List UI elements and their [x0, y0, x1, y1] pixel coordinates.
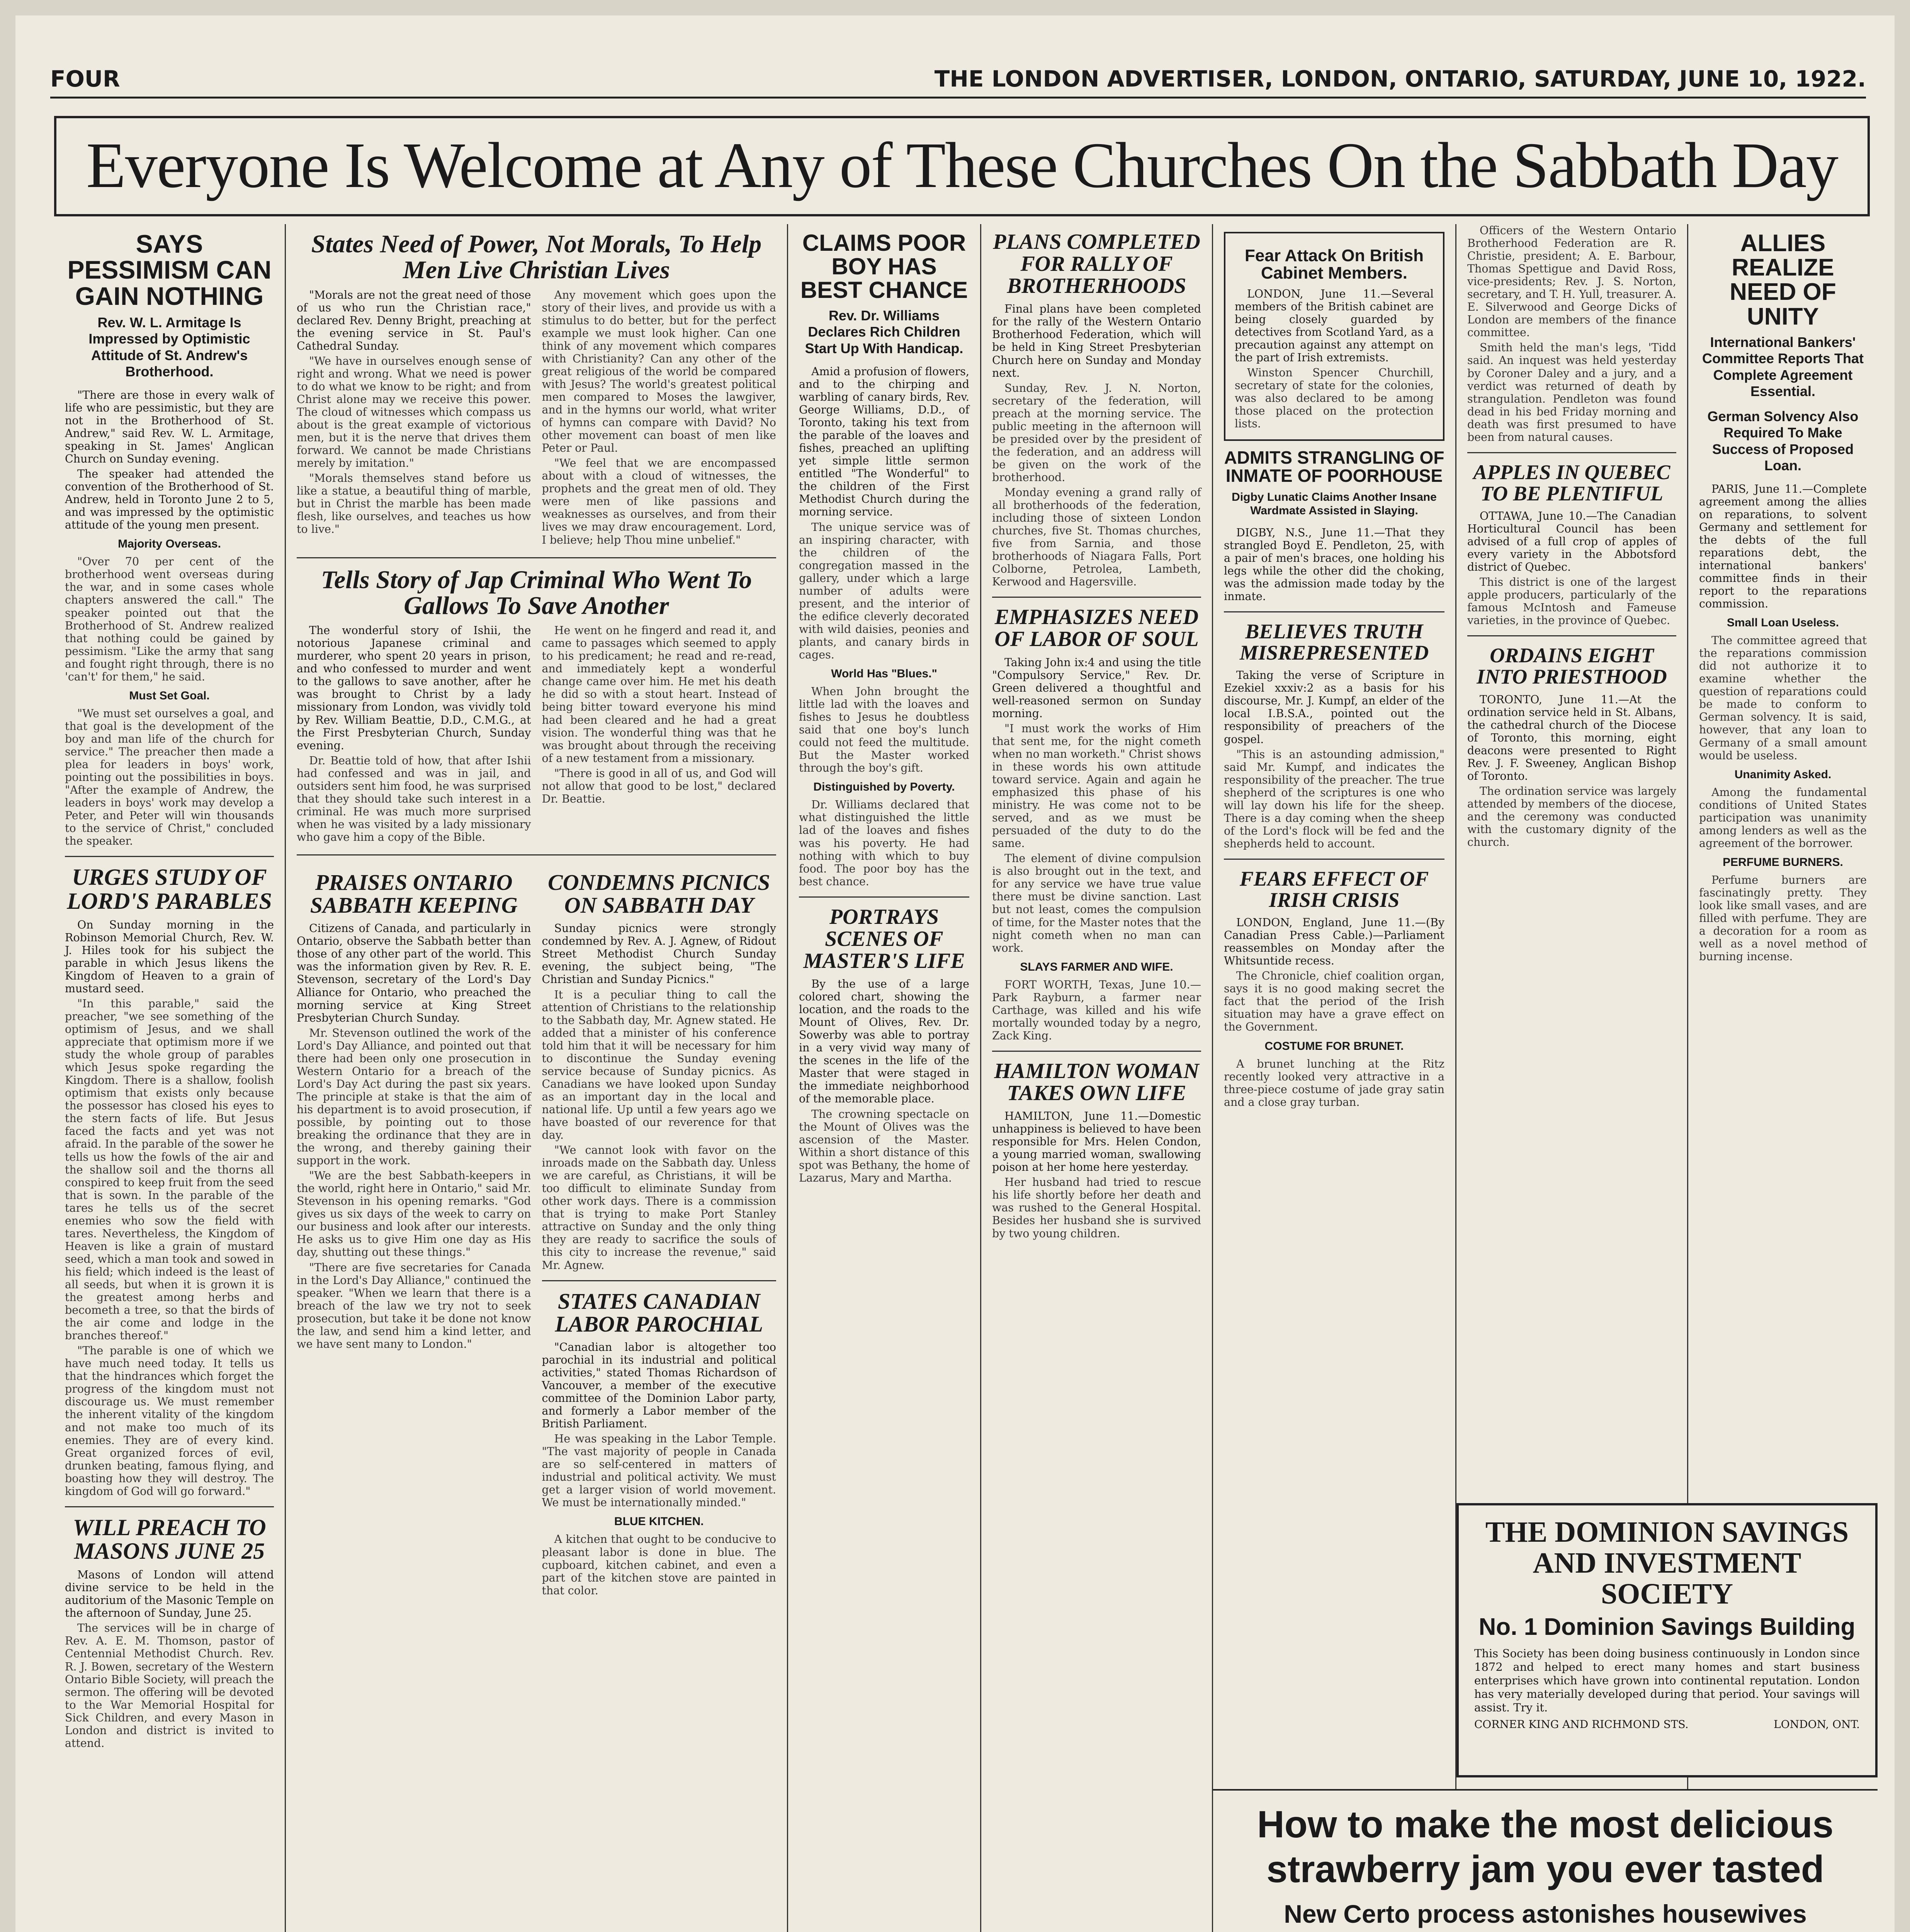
article-text-filler: Smith held the man's legs, 'Tidd said. An inquest was held yesterday by Coroner Daley and a jury, and a verdict was returned of death by strangulation. Pendleton was found dead in his bed Friday morning and death was first presumed to have been from natural causes. — [1467, 341, 1676, 444]
divider — [542, 1280, 777, 1281]
headline-poorhouse: ADMITS STRANGLING OF INMATE OF POORHOUSE — [1224, 447, 1444, 486]
headline-truth: BELIEVES TRUTH MISREPRESENTED — [1239, 620, 1429, 665]
article-text: Masons of London will attend divine service to be held in the auditorium of the Masonic Temple on the afternoon of Sunday, June 25. — [65, 1568, 274, 1620]
page-number: FOUR — [50, 66, 120, 92]
article-text: Final plans have been completed for the rally of the Western Ontario Brotherhood Federation, which will be held in King Street Presbyterian Church here on Sunday and Monday next. — [992, 303, 1201, 379]
ad-headline-2: strawberry jam you ever tasted — [1266, 1847, 1824, 1890]
subhead: SLAYS FARMER AND WIFE. — [1020, 960, 1173, 973]
article-text-filler: "We feel that we are encompassed about with a cloud of witnesses, the prophets and the great men of old. They were men of like passions and weaknesses as ourselves, and from their lives we may draw encouragement. Lord, I believe; help Thou mine unbelief." — [542, 457, 776, 546]
article-text: Taking John ix:4 and using the title "Compulsory Service," Rev. Dr. Green delivered a thoughtful and well-reasoned sermon on Sunday morning. — [992, 656, 1201, 720]
subhead: Majority Overseas. — [118, 537, 221, 551]
article-text: LONDON, England, June 11.—(By Canadian Press Cable.)—Parliament reassembles on Monday after the Whitsuntide recess. — [1224, 916, 1444, 968]
headline-apples: APPLES IN QUEBEC TO BE PLENTIFUL — [1473, 460, 1670, 505]
article-text-filler: The services will be in charge of Rev. A. E. M. Thomson, pastor of Centennial Methodist Church. Rev. R. J. Bowen, secretary of the Western Ontario Bible Society, will preach the sermon. The offering will be devoted to the War Memorial Hospital for Sick Children, and every Mason in London and district is invited to attend. — [65, 1622, 274, 1750]
article-text-filler: It is a peculiar thing to call the attention of Christians to the relationship to the Sabbath day, Mr. Agnew stated. He added that a minister of his conference told him that it will be necessary for him to discontinue the Sunday evening service because of Sunday picnics. As Canadians we have looked upon Sunday as an important day in the local and national life. Up until a few years ago we have boasted of our reverence for that day. — [542, 988, 776, 1142]
article-text: PARIS, June 11.—Complete agreement among the allies on reparations, to solvent Germany and settlement for the debts of the full reparations debt, the international bankers' committee finds in their report to the reparations commission. — [1699, 482, 1867, 611]
article-text: Sunday picnics were strongly condemned by Rev. A. J. Agnew, of Ridout Street Methodist Church Sunday evening, the subject being, "The Christian and Sunday Picnics." — [542, 922, 776, 986]
article-text: "There are those in every walk of life who are pessimistic, but they are not in the Brotherhood of St. Andrew," said Rev. W. L. Armitage, speaking in St. James' Anglican Church on Sunday evening. — [65, 388, 274, 466]
article-text-filler: "This is an astounding admission," said Mr. Kumpf, and indicates the responsibility of the preacher. The true shepherd of the scriptures is one who will lay down his life for the sheep. There is a day coming when the sheep of the Lord's flock will be fed and the shepherds held to account. — [1224, 748, 1444, 850]
divider — [992, 597, 1201, 598]
column-5 — [1213, 224, 1456, 1932]
article-text-filler: The unique service was of an inspiring character, with the children of the congregation massed in the gallery, under which a large number of adults were present, and the interior of the edifice cleverly decorated with wild daisies, peonies and plants, and canary birds in cages. — [799, 520, 969, 661]
headline-power-not-morals: States Need of Power, Not Morals, To Help Men Live Christian Lives — [311, 230, 762, 284]
deck-pessimism: Rev. W. L. Armitage Is Impressed by Optimistic Attitude of St. Andrew's Brotherhood. — [88, 314, 250, 380]
headline-brotherhoods: PLANS COMPLETED FOR RALLY OF BROTHERHOODS — [993, 230, 1200, 298]
article-text: HAMILTON, June 11.—Domestic unhappiness is believed to have been responsible for Mrs. Helen Condon, a young married woman, swallowing poison at her home here yesterday. — [992, 1110, 1201, 1174]
headline-masons: WILL PREACH TO MASONS JUNE 25 — [73, 1514, 266, 1564]
divider — [1224, 611, 1444, 612]
article-text: DIGBY, N.S., June 11.—That they strangled Boyd E. Pendleton, 25, with a pair of men's braces, one holding his legs while the other did the choking, was the admission made today by the inmate. — [1224, 526, 1444, 603]
article-text: On Sunday morning in the Robinson Memorial Church, Rev. W. J. Hiles took for his subject the parable in which Jesus likens the Kingdom of Heaven to a grain of mustard seed. — [65, 918, 274, 995]
article-text-filler: "The parable is one of which we have much need today. It tells us that the hindrances which forget the progress of the kingdom must not discourage us. We must remember the inherent vitality of the kingdom and not make too much of its enemies. They are of every kind. Great organized forces of evil, drunken beating, famous flying, and boasting how they will destroy. The kingdom of God will go forward." — [65, 1344, 274, 1498]
two-column-block — [297, 624, 776, 846]
article-text: TORONTO, June 11.—At the ordination service held in St. Albans, the cathedral church of the Diocese of Toronto, this morning, eight deacons were presented to Right Rev. J. F. Sweeney, Anglican Bishop of Toronto. — [1467, 693, 1676, 782]
headline-masters-life: PORTRAYS SCENES OF MASTER'S LIFE — [803, 905, 965, 973]
two-column-block — [297, 864, 776, 1599]
column-4 — [981, 224, 1213, 1932]
ad-title: THE DOMINION SAVINGS — [1485, 1516, 1849, 1548]
divider — [65, 856, 274, 857]
headline-hamilton-woman: HAMILTON WOMAN TAKES OWN LIFE — [994, 1059, 1199, 1105]
article-text: Taking the verse of Scripture in Ezekiel xxxiv:2 as a basis for his discourse, Mr. J. Kumpf, an elder of the local I.B.S.A., pointed out the responsibility of preachers of the gospel. — [1224, 669, 1444, 746]
article-text: The wonderful story of Ishii, the notorious Japanese criminal and murderer, who spent 20 years in prison, and who confessed to murder and went to the gallows to save another, after he was brought to Christ by a lady missionary from London, was vividly told by Rev. William Beattie, D.D., C.M.G., at the First Presbyterian Church, Sunday evening. — [297, 624, 531, 752]
subhead: PERFUME BURNERS. — [1723, 855, 1843, 869]
divider — [1467, 635, 1676, 636]
article-text-filler: "I must work the works of Him that sent me, for the night cometh when no man worketh." Christ shows in these words his own attitude toward service. Again and again he emphasized this phase of his ministry. He was come not to be served, and as we must be persuaded of the duty to do the same. — [992, 722, 1201, 850]
article-text-filler: "We must set ourselves a goal, and that goal is the development of the boy and man life of the church for service." The preacher then made a plea for leaders in boys' work, pointing out the possibilities in boys. "After the example of Andrew, the leaders in boys' work may develop a Peter, and Peter will win thousands to the service of Christ," concluded the speaker. — [65, 707, 274, 848]
article-text-filler: "Over 70 per cent of the brotherhood went overseas during the war, and in some cases whole chapters answered the call." The speaker pointed out that the Brotherhood of St. Andrew realized that nothing could be gained by pessimism. "Like the army that sang and fought right through, there is no 'can't' for them," he said. — [65, 555, 274, 683]
article-text-filler: "We have in ourselves enough sense of right and wrong. What we need is power to do what we know to be right; and from Christ alone may we receive this power. The cloud of witnesses which compass us about is the great example of victorious men, but it is the nerve that drives them forward. We cannot be made Christians merely by imitation." — [297, 354, 531, 470]
article-text-filler: The ordination service was largely attended by members of the diocese, and the ceremony was conducted with the customary dignity of the church. — [1467, 784, 1676, 849]
article-text-filler: This district is one of the largest apple producers, particularly of the famous McIntosh and Fameuse varieties, in the province of Quebec. — [1467, 576, 1676, 627]
headline-cabinet: Fear Attack On British Cabinet Members. — [1245, 246, 1424, 282]
article-text-filler: Mr. Stevenson outlined the work of the Lord's Day Alliance, and pointed out that there had been only one prosecution in Western Ontario for a breach of the Lord's Day Act during the past six years. The principle at stake is that the aim of his department is to avoid prosecution, if possible, by pointing out to those breaking the ordinance that they are in the wrong, and thereby gaining their support in the work. — [297, 1026, 531, 1167]
article-text-filler: FORT WORTH, Texas, June 10.—Park Rayburn, a farmer near Carthage, was killed and his wife mortally wounded today by a negro, Zack King. — [992, 978, 1201, 1042]
subhead: Distinguished by Poverty. — [813, 781, 955, 794]
divider — [297, 557, 776, 558]
article-text-filler: "We are the best Sabbath-keepers in the world, right here in Ontario," said Mr. Stevenson in his opening remarks. "God gives us six days of the week to carry on our business and look after our interests. He asks us to give Him one day as His day, shutting out these things." — [297, 1169, 531, 1259]
article-text-filler: He went on he fingerd and read it, and came to passages which seemed to apply to his predicament; he read and re-read, and immediately kept a wonderful change came over him. He met his death he did so with a stout heart. Instead of being bitter toward everyone his mind had been cleared and he had a great vision. The wonderful thing was that he was brought about through the receiving of a new testament from a missionary. — [542, 624, 776, 765]
headline-irish-crisis: FEARS EFFECT OF IRISH CRISIS — [1239, 867, 1429, 912]
article-text-filler: He was speaking in the Labor Temple. "The vast majority of people in Canada are so self-centered in matters of industrial and political activity. We must get a larger vision of world movement. We must be internationally minded." — [542, 1432, 776, 1509]
article-text-filler: "There is good in all of us, and God will not allow that good to be lost," declared Dr. Beattie. — [542, 767, 776, 805]
headline-allies: ALLIES REALIZE NEED OF UNITY — [1730, 230, 1836, 330]
headline-labor-of-soul: EMPHASIZES NEED OF LABOR OF SOUL — [994, 605, 1199, 651]
article-text-filler: Perfume burners are fascinatingly pretty. They look like small vases, and are filled with perfume. They are a decoration for a room as well as a novel method of burning incense. — [1699, 873, 1867, 963]
subhead: COSTUME FOR BRUNET. — [1264, 1039, 1404, 1053]
article-text: LONDON, June 11.—Several members of the British cabinet are being closely guarded by detectives from Scotland Yard, as a precaution against any attempt on the part of Irish extremists. — [1235, 287, 1434, 364]
ad-body: This Society has been doing business continuously in London since 1872 and helped to erect many homes and start business enterprises which have grown into continental reputation. London has very materially developed during that period. Your savings will assist. Try it. — [1474, 1647, 1860, 1714]
article-text-filler: Sunday, Rev. J. N. Norton, secretary of the federation, will preach at the morning service. The public meeting in the afternoon will be presided over by the president of the federation, and an address will be given on the work of the brotherhood. — [992, 381, 1201, 484]
headline-pessimism: SAYS PESSIMISM CAN GAIN NOTHING — [67, 230, 272, 310]
article-text-filler: The element of divine compulsion is also brought out in the text, and for any service we have true value there must be divine sanction. Last but not least, comes the compulsion of time, for the Master notes that the night cometh when no man can work. — [992, 852, 1201, 954]
divider — [799, 896, 969, 898]
divider — [992, 1051, 1201, 1052]
divider — [1467, 452, 1676, 453]
headline-jap-criminal: Tells Story of Jap Criminal Who Went To Gallows To Save Another — [321, 565, 752, 620]
deck-poorhouse: Digby Lunatic Claims Another Insane Wardmate Assisted in Slaying. — [1232, 491, 1437, 517]
advertisement-certo — [1213, 1789, 1878, 1932]
column-3 — [788, 224, 981, 1932]
ad-address-row — [1474, 1718, 1860, 1731]
deck-allies-2: German Solvency Also Required To Make Success of Proposed Loan. — [1707, 408, 1859, 474]
article-text: "Canadian labor is altogether too parochial in its industrial and political activities," stated Thomas Richardson of Vancouver, a member of the executive committee of the Dominion Labor party, and formerly a Labor member of the British Parliament. — [542, 1340, 776, 1430]
headline-poor-boy: CLAIMS POOR BOY HAS BEST CHANCE — [800, 230, 968, 303]
subhead: World Has "Blues." — [831, 667, 937, 680]
article-text-filler: The committee agreed that the reparations commission did not authorize it to examine whether the question of reparations could be made to conform to German solvency. It is said, however, that any loan to Germany of a small amount would be useless. — [1699, 634, 1867, 762]
subhead: Unanimity Asked. — [1734, 768, 1832, 781]
article-text-filler: When John brought the little lad with the loaves and fishes to Jesus he doubtless said that one boy's lunch could not feed the multitude. But the Master worked through the boy's gift. — [799, 685, 969, 775]
page-banner-headline: Everyone Is Welcome at Any of These Churches On the Sabbath Day — [54, 116, 1870, 216]
ad-headline: How to make the most delicious — [1257, 1803, 1834, 1845]
ad-subheadline: New Certo process astonishes housewives — [1284, 1900, 1807, 1929]
column-1 — [54, 224, 286, 1932]
divider — [1224, 859, 1444, 860]
deck-poor-boy: Rev. Dr. Williams Declares Rich Children Start Up With Handicap. — [805, 307, 963, 356]
two-column-block — [297, 289, 776, 549]
article-text: The speaker had attended the convention of the Brotherhood of St. Andrew, held in Toronto June 2 to 5, and was impressed by the optimistic attitude of the young men present. — [65, 468, 274, 532]
article-text-filler: "There are five secretaries for Canada in the Lord's Day Alliance," continued the speaker. "When we learn that there is a breach of the law we try not to seek prosecution, but take it be done not know the law, and send him a kind letter, and we have sent many to London." — [297, 1261, 531, 1350]
boxed-article — [1224, 232, 1444, 441]
article-text-filler: Monday evening a grand rally of all brotherhoods of the federation, including those of sixteen London churches, five St. Thomas churches, five from Sarnia, and those brotherhoods of Niagara Falls, Port Colborne, Petrolea, Lambeth, Kerwood and Hagersville. — [992, 486, 1201, 588]
ad-city: LONDON, ONT. — [1774, 1718, 1860, 1731]
dateline: THE LONDON ADVERTISER, LONDON, ONTARIO, SATURDAY, JUNE 10, 1922. — [934, 66, 1866, 92]
article-text: By the use of a large colored chart, showing the location, and the roads to the Mount of Olives, Rev. Dr. Sowerby was able to portray in a very vivid way many of the scenes in the life of the Master that were staged in the immediate neighborhood of the memorable place. — [799, 978, 969, 1105]
article-text-filler: "In this parable," said the preacher, "we see something of the optimism of Jesus, and we shall appreciate that optimism more if we study the whole group of parables which Jesus spoke regarding the Kingdom. There is a shallow, foolish optimism that exists only because the possessor has closed his eyes to the stern facts of life. But Jesus faced the facts and yet was not afraid. In the parable of the sower he tells us how the fowls of the air and the shallow soil and the thorns all conspired to keep fruit from the seed that is sown. In the parable of the tares he tells us of the secret enemies who sow the field with tares. Nevertheless, the Kingdom of Heaven is like a grain of mustard seed, which a man took and sowed in his field; which indeed is the least of all seeds, but when it is grown it is the greatest among herbs and becometh a tree, so that the birds of the air come and lodge in the branches thereof." — [65, 997, 274, 1342]
column-2 — [286, 224, 788, 1932]
article-text: Amid a profusion of flowers, and to the chirping and warbling of canary birds, Rev. George Williams, D.D., of Toronto, taking his text from the parable of the loaves and fishes, preached an uplifting yet simple little sermon entitled "The Wonderful" to the children of the First Methodist Church during the morning service. — [799, 365, 969, 519]
article-text-filler: Her husband had tried to rescue his life shortly before her death and was rushed to the General Hospital. Besides her husband she is survived by two young children. — [992, 1176, 1201, 1240]
deck-allies: International Bankers' Committee Reports That Complete Agreement Essential. — [1702, 334, 1864, 400]
article-text: "Morals are not the great need of those of us who run the Christian race," declared Rev. Denny Bright, preaching at the evening service in St. Paul's Cathedral Sunday. — [297, 288, 531, 352]
headline-picnics: CONDEMNS PICNICS ON SABBATH DAY — [548, 869, 770, 918]
subhead: Must Set Goal. — [129, 689, 210, 702]
article-text-filler: Dr. Beattie told of how, that after Ishii had confessed and was in jail, and outsiders sent him food, he was surprised that they should take such interest in a criminal. He was much more surprised when he was visited by a lady missionary who gave him a copy of the Bible. — [297, 754, 531, 844]
article-text: OTTAWA, June 10.—The Canadian Horticultural Council has been advised of a full crop of apples of every variety in the Abbotsford district of Quebec. — [1467, 509, 1676, 574]
article-text-filler: "We cannot look with favor on the inroads made on the Sabbath day. Unless we are careful, as Christians, it will be too difficult to eliminate Sunday from other work days. There is a commission that is trying to make Port Stanley attractive on Sunday and the only thing they are ready to sacrifice the souls of this city to increase the revenue," said Mr. Agnew. — [542, 1144, 776, 1272]
article-text-filler: Any movement which goes upon the story of their lives, and provide us with a stimulus to do better, but for the perfect example we must look higher. Can one think of any movement which compares with Christianity? Can any other of the great religious of the world be compared with Jesus? The world's greatest political men compared to Moses the lawgiver, and in the hymns our world, what writer of hymns can compare with David? No other movement can boast of men like Peter or Paul. — [542, 288, 776, 455]
article-text-filler: Officers of the Western Ontario Brotherhood Federation are R. Christie, president; A. E. Barbour, Thomas Spettigue and David Ross, vice-presidents; Rev. J. S. Norton, secretary, and T. H. Yull, treasurer. A. E. Silverwood and George Dicks of London are members of the finance committee. — [1467, 224, 1676, 339]
headline-priesthood: ORDAINS EIGHT INTO PRIESTHOOD — [1477, 644, 1667, 689]
article-text-filler: The Chronicle, chief coalition organ, says it is no good making secret the fact that the period of the Irish situation may have a grave effect on the Government. — [1224, 969, 1444, 1034]
ad-address: CORNER KING AND RICHMOND STS. — [1474, 1718, 1689, 1731]
newspaper-page — [15, 15, 1895, 1932]
headline-labor-parochial: STATES CANADIAN LABOR PAROCHIAL — [555, 1288, 763, 1337]
article-text-filler: Winston Spencer Churchill, secretary of state for the colonies, was also declared to be among those placed on the protection lists. — [1235, 366, 1434, 430]
article-text-filler: A kitchen that ought to be conducive to pleasant labor is done in blue. The cupboard, kitchen cabinet, and even a part of the kitchen stove are painted in that color. — [542, 1533, 776, 1597]
ad-title-2: AND INVESTMENT SOCIETY — [1533, 1546, 1801, 1610]
divider — [65, 1506, 274, 1507]
headline-parables: URGES STUDY OF LORD'S PARABLES — [67, 864, 272, 914]
ad-subtitle: No. 1 Dominion Savings Building — [1478, 1614, 1856, 1641]
article-text-filler: "Morals themselves stand before us like a statue, a beautiful thing of marble, but in Christ the marble has been made flesh, like ourselves, and teaches us how to live." — [297, 472, 531, 536]
article-text-filler: Dr. Williams declared that what distinguished the little lad of the loaves and fishes was his poverty. He had nothing with which to buy food. The poor boy has the best chance. — [799, 798, 969, 888]
article-text-filler: A brunet lunching at the Ritz recently looked very attractive in a three-piece costume of jade gray satin and a close gray turban. — [1224, 1057, 1444, 1109]
subhead: Small Loan Useless. — [1726, 616, 1839, 629]
masthead — [50, 66, 1866, 99]
article-text-filler: Among the fundamental conditions of United States participation was unanimity among lenders as well as the agreement of the borrower. — [1699, 786, 1867, 850]
advertisement-dominion-savings — [1456, 1503, 1878, 1777]
subhead: BLUE KITCHEN. — [614, 1515, 704, 1528]
headline-sabbath-keeping: PRAISES ONTARIO SABBATH KEEPING — [310, 869, 518, 918]
divider — [297, 854, 776, 855]
article-text: Citizens of Canada, and particularly in Ontario, observe the Sabbath better than those of any other part of the world. This was the information given by Rev. R. E. Stevenson, secretary of the Lord's Day Alliance for Ontario, who preached the morning service at King Street Presbyterian Church Sunday. — [297, 922, 531, 1024]
article-text-filler: The crowning spectacle on the Mount of Olives was the ascension of the Master. Within a short distance of this spot was Bethany, the home of Lazarus, Mary and Martha. — [799, 1107, 969, 1184]
